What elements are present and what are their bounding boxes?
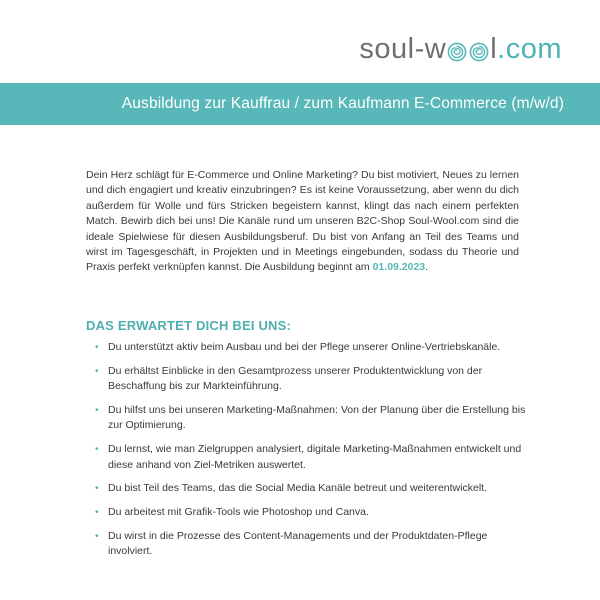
bullet-icon: • bbox=[95, 531, 99, 542]
list-item-text: Du lernst, wie man Zielgruppen analysiert, digitale Marketing-Maßnahmen entwickelt und diese anhand von Ziel-Metriken auswertet. bbox=[108, 443, 522, 471]
list-item bbox=[86, 364, 526, 395]
logo-text-part2: l bbox=[490, 33, 498, 65]
wool-swirl-icon bbox=[447, 42, 467, 62]
bullet-icon: • bbox=[95, 342, 99, 353]
start-date: 01.09.2023 bbox=[372, 261, 426, 274]
intro-text: Dein Herz schlägt für E-Commerce und Online Marketing? Du bist motiviert, Neues zu lernen und dich engagiert und kreativ einzubringen? Es ist keine Voraussetzung, aber wenn du dich außerdem für Wolle und fürs Stricken begeistern kannst, klingt das nach einem perfekten Match. Bewirb dich bei uns! Die Kanäle rund um unseren B2C-Shop Soul-Wool.com sind die ideale Spielwiese für diesen Ausbildungsberuf. Du bist von Anfang an Teil des Teams und wirst im Tagesgeschäft, in Projekten und in Meetings eingebunden, sodass du Theorie und Praxis perfekt verknüpfen kannst. Die Ausbildung beginnt am bbox=[86, 169, 519, 274]
bullet-icon: • bbox=[95, 507, 99, 519]
list-item-text: Du hilfst uns bei unseren Marketing-Maßnahmen: Von der Planung über die Erstellung bis zur Optimierung. bbox=[108, 404, 526, 432]
bullet-icon: • bbox=[95, 483, 99, 495]
list-item bbox=[86, 340, 526, 355]
intro-paragraph bbox=[86, 168, 519, 276]
list-item-text: Du arbeitest mit Grafik-Tools wie Photoshop und Canva. bbox=[108, 506, 369, 519]
list-item bbox=[86, 403, 526, 434]
list-item-text: Du erhältst Einblicke in den Gesamtprozess unserer Produktentwicklung von der Beschaffung bis zur Markteinführung. bbox=[108, 364, 483, 393]
logo-text-part1: soul-w bbox=[359, 33, 447, 65]
page-title: Ausbildung zur Kauffrau / zum Kaufmann E-Commerce (m/w/d) bbox=[121, 95, 564, 112]
list-item bbox=[86, 481, 526, 496]
intro-end: . bbox=[425, 261, 429, 274]
list-item-text: Du unterstützt aktiv beim Ausbau und bei der Pflege unserer Online-Vertriebskanäle. bbox=[108, 341, 501, 353]
task-list bbox=[86, 340, 526, 568]
list-item bbox=[86, 442, 526, 473]
bullet-icon: • bbox=[95, 405, 99, 416]
section-title: DAS ERWARTET DICH BEI UNS: bbox=[86, 318, 292, 333]
list-item bbox=[86, 529, 526, 560]
logo-text-part3: .com bbox=[497, 33, 562, 65]
list-item-text: Du wirst in die Prozesse des Content-Managements und der Produktdaten-Pflege involviert. bbox=[108, 530, 488, 558]
list-item bbox=[86, 505, 526, 520]
bullet-icon: • bbox=[95, 365, 99, 377]
title-banner bbox=[0, 83, 600, 125]
bullet-icon: • bbox=[95, 444, 99, 456]
list-item-text: Du bist Teil des Teams, das die Social Media Kanäle betreut und weiterentwickelt. bbox=[108, 482, 487, 495]
brand-logo bbox=[359, 34, 562, 64]
wool-swirl-icon bbox=[469, 42, 489, 62]
